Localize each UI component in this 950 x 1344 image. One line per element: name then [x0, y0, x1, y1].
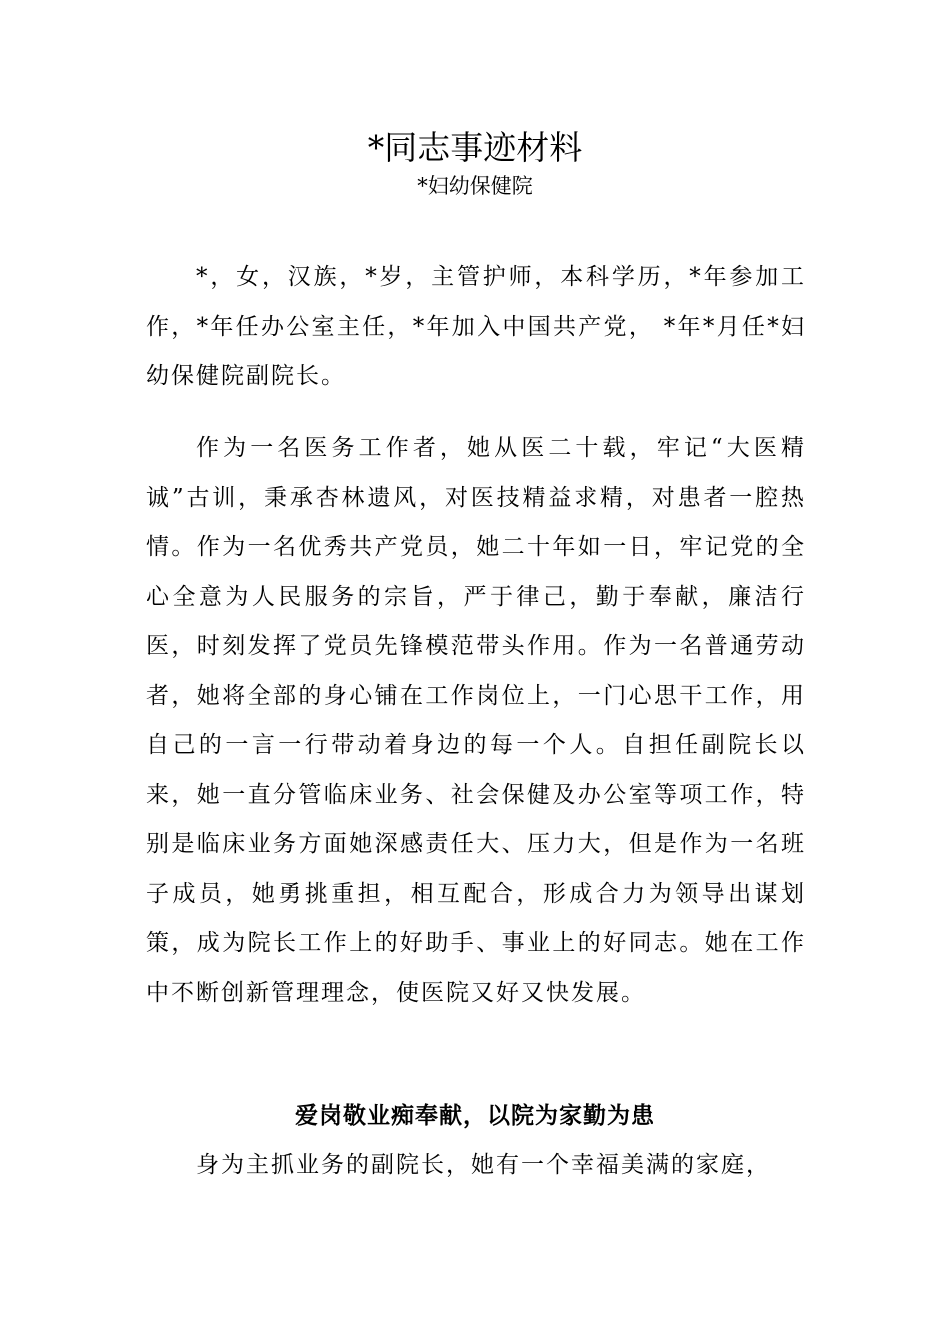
section-paragraph: 身为主抓业务的副院长，她有一个幸福美满的家庭， — [196, 1152, 771, 1178]
body-paragraph: 作为一名医务工作者，她从医二十载，牢记“大医精诚”古训，秉承杏林遗风，对医技精益求精，对患者一腔热情。作为一名优秀共产党员，她二十年如一日，牢记党的全心全意为人民服务的宗旨，严于律己，勤于奉献，廉洁行医，时刻发挥了党员先锋模范带头作用。作为一名普通劳动者，她将全部的身心铺在工作岗位上，一门心思干工作，用自己的一言一行带动着身边的每一个人。自担任副院长以来，她一直分管临床业务、社会保健及办公室等项工作，特别是临床业务方面她深感责任大、压力大，但是作为一名班子成员，她勇挑重担，相互配合，形成合力为领导出谋划策，成为院长工作上的好助手、事业上的好同志。她在工作中不断创新管理理念，使医院又好又快发展。 — [146, 435, 806, 1006]
document-title: *同志事迹材料 — [367, 128, 583, 167]
intro-paragraph: *，女，汉族，*岁，主管护师，本科学历，*年参加工作，*年任办公室主任，*年加入中国共产党， *年*月任*妇幼保健院副院长。 — [146, 264, 806, 389]
section-heading: 爱岗敬业痴奉献，以院为家勤为患 — [295, 1102, 655, 1129]
document-subtitle: *妇幼保健院 — [417, 174, 533, 198]
